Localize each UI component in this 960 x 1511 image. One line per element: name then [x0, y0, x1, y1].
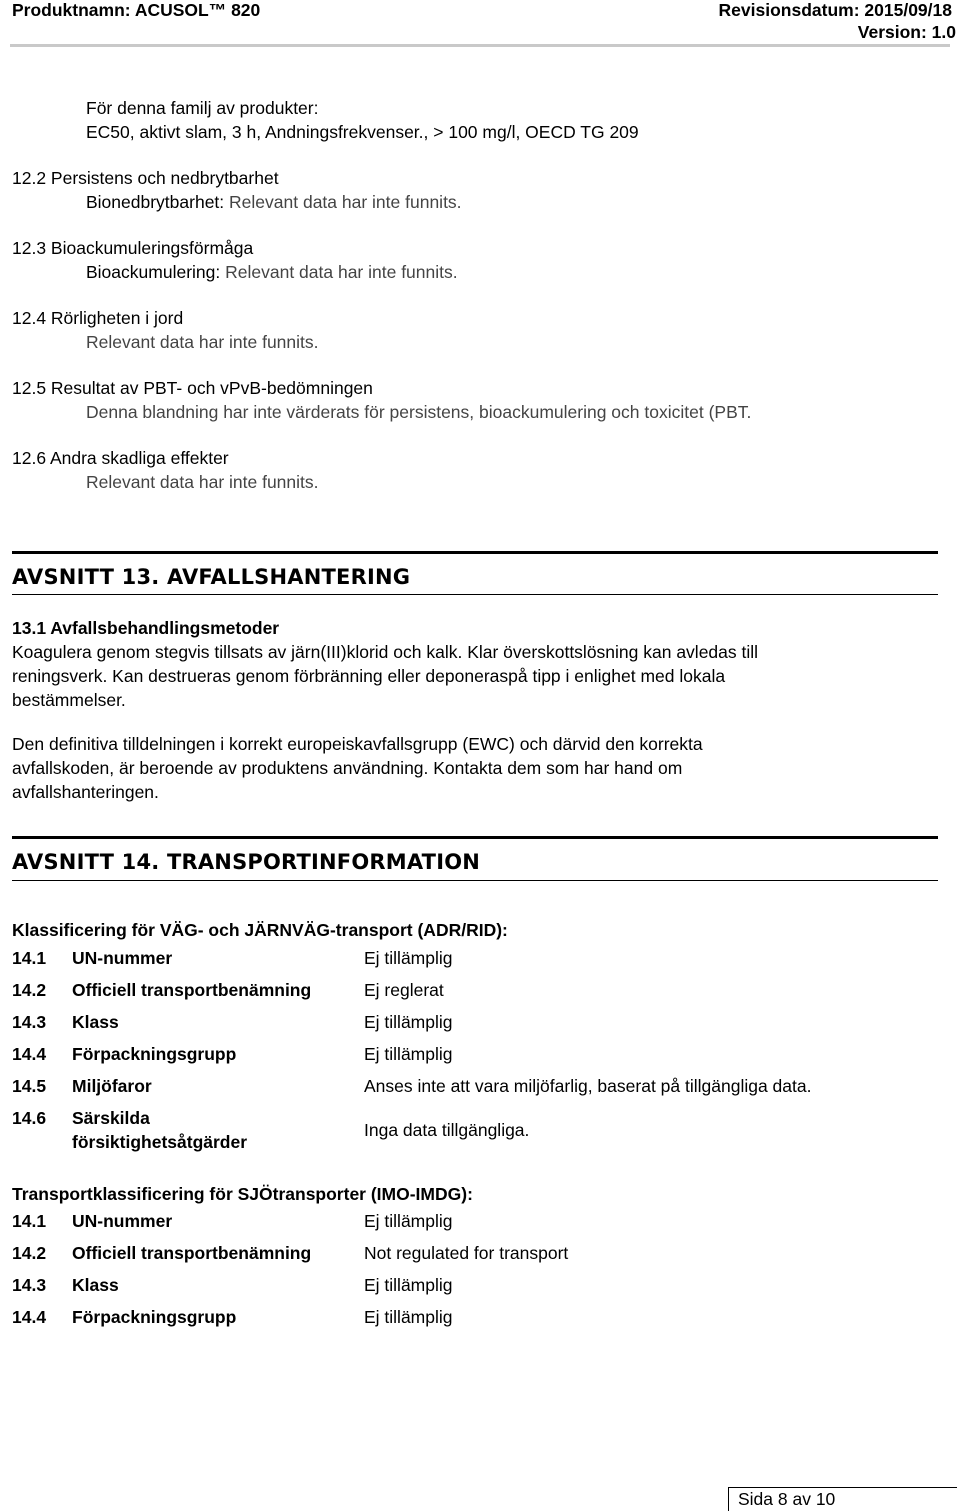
text-13-para2-line1: Den definitiva tilldelningen i korrekt europeiskavfallsgrupp (EWC) och därvid den korrekta [12, 734, 703, 754]
road-row-label: Miljöfaror [72, 1076, 152, 1096]
heading-12-5: 12.5 Resultat av PBT- och vPvB-bedömningen [12, 378, 373, 398]
sea-row-value: Not regulated for transport [364, 1243, 569, 1263]
sea-row-label: Klass [72, 1275, 119, 1295]
heading-12-6: 12.6 Andra skadliga effekter [12, 448, 229, 468]
text-13-para2-line3: avfallshanteringen. [12, 782, 159, 802]
road-row-label: Förpackningsgrupp [72, 1044, 237, 1064]
value-12-6: Relevant data har inte funnits. [86, 472, 319, 492]
header-version: Version: 1.0 [857, 22, 956, 42]
road-row-num: 14.6 [12, 1108, 47, 1128]
family-intro: För denna familj av produkter: [86, 98, 319, 118]
section-14-title: AVSNITT 14. TRANSPORTINFORMATION [12, 850, 481, 874]
road-row-label: Officiell transportbenämning [72, 980, 312, 1000]
section-13-rule-bottom [12, 594, 938, 595]
heading-13-1: 13.1 Avfallsbehandlingsmetoder [12, 618, 280, 638]
road-heading: Klassificering för VÄG- och JÄRNVÄG-transport (ADR/RID): [12, 920, 508, 940]
road-row-num: 14.1 [12, 948, 47, 968]
road-row-num: 14.2 [12, 980, 47, 1000]
sea-row-value: Ej tillämplig [364, 1211, 453, 1231]
row-12-3 [86, 260, 458, 284]
road-row-value: Ej reglerat [364, 980, 444, 1000]
section-14-rule-top [12, 836, 938, 839]
row-12-2 [86, 190, 462, 214]
road-row-label: Klass [72, 1012, 119, 1032]
section-13-title: AVSNITT 13. AVFALLSHANTERING [12, 565, 411, 589]
value-12-4: Relevant data har inte funnits. [86, 332, 319, 352]
sea-row-label: UN-nummer [72, 1211, 173, 1231]
road-row-value: Ej tillämplig [364, 948, 453, 968]
label-bioaccumulation: Bioackumulering: [86, 262, 221, 282]
road-row-num: 14.4 [12, 1044, 47, 1064]
road-row-num: 14.3 [12, 1012, 47, 1032]
header-product: Produktnamn: ACUSOL™ 820 [12, 0, 261, 20]
road-row-value: Anses inte att vara miljöfarlig, baserat på tillgängliga data. [364, 1076, 812, 1096]
value-bioaccumulation: Relevant data har inte funnits. [225, 262, 458, 282]
label-biodegradability: Bionedbrytbarhet: [86, 192, 225, 212]
header-revision: Revisionsdatum: 2015/09/18 [718, 0, 952, 20]
value-12-5: Denna blandning har inte värderats för persistens, bioackumulering och toxicitet (PBT. [86, 402, 752, 422]
sea-row-num: 14.3 [12, 1275, 47, 1295]
value-biodegradability: Relevant data har inte funnits. [229, 192, 462, 212]
header-divider [10, 44, 950, 47]
road-row-value: Ej tillämplig [364, 1044, 453, 1064]
text-13-line1: Koagulera genom stegvis tillsats av järn(III)klorid och kalk. Klar överskottslösning kan avledas till [12, 642, 759, 662]
road-row-label: Särskilda [72, 1108, 150, 1128]
heading-12-2: 12.2 Persistens och nedbrytbarhet [12, 168, 279, 188]
heading-12-4: 12.4 Rörligheten i jord [12, 308, 184, 328]
sea-heading: Transportklassificering för SJÖtransporter (IMO-IMDG): [12, 1184, 473, 1204]
sea-row-num: 14.1 [12, 1211, 47, 1231]
family-value: EC50, aktivt slam, 3 h, Andningsfrekvenser., > 100 mg/l, OECD TG 209 [86, 122, 639, 142]
section-13-rule-top [12, 551, 938, 554]
page-number: Sida 8 av 10 [738, 1489, 836, 1509]
road-row-value: Ej tillämplig [364, 1012, 453, 1032]
text-13-line3: bestämmelser. [12, 690, 126, 710]
road-row-label-line2: försiktighetsåtgärder [72, 1132, 248, 1152]
section-14-rule-bottom [12, 880, 938, 881]
sea-row-num: 14.2 [12, 1243, 47, 1263]
sea-row-value: Ej tillämplig [364, 1275, 453, 1295]
sea-row-value: Ej tillämplig [364, 1307, 453, 1327]
text-13-para2-line2: avfallskoden, är beroende av produktens användning. Kontakta dem som har hand om [12, 758, 683, 778]
sea-row-label: Förpackningsgrupp [72, 1307, 237, 1327]
road-row-value: Inga data tillgängliga. [364, 1120, 530, 1140]
text-13-line2: reningsverk. Kan destrueras genom förbränning eller deponeraspå tipp i enlighet med lokala [12, 666, 726, 686]
road-row-label: UN-nummer [72, 948, 173, 968]
sea-row-num: 14.4 [12, 1307, 47, 1327]
sea-row-label: Officiell transportbenämning [72, 1243, 312, 1263]
road-row-num: 14.5 [12, 1076, 47, 1096]
heading-12-3: 12.3 Bioackumuleringsförmåga [12, 238, 254, 258]
